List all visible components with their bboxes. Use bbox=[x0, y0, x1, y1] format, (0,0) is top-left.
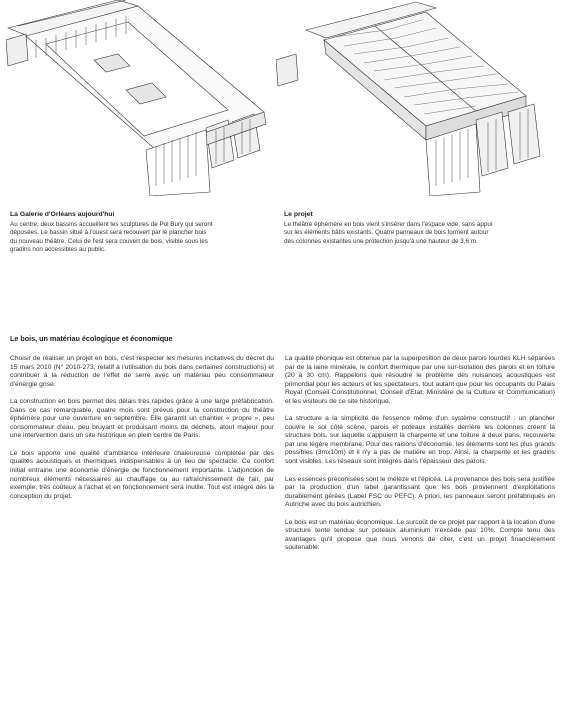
caption-line: Au centre, deux bassins accueillent les sculptures de Pol Bury qui seront bbox=[10, 220, 213, 228]
caption-line: gradins non accessibles au public. bbox=[10, 246, 106, 254]
caption-line: sur les éléments bâtis existants. Quatre panneaux de bois forment autour bbox=[284, 229, 489, 237]
axonometric-drawing-project bbox=[276, 0, 560, 196]
caption-line: des colonnes existantes une protection jusqu'à une hauteur de 3,6 m. bbox=[284, 237, 478, 245]
figure-galerie-today bbox=[6, 0, 274, 196]
paragraph: La structure a la simplicité de l'essence même d'un système constructif : un plancher couvre le sol côté scène, parois et poteaux installés derrière les colonnes créent la structure bois, sur laquelle s'appuient la charpente et une toiture à deux pans, recouverte par une légère membrane. Pour des raisons d'économie, les éléments sont les plus grands possibles (3mx10m) et il n'y a pas de matière en trop. Ainsi, la charpente et les gradins sont visibles. Les réseaux sont intégrés dans l'épaisseur des parois. bbox=[285, 415, 555, 466]
caption-line: Le théâtre éphémère en bois vient s'insérer dans l'espace vide, sans appui bbox=[284, 220, 493, 228]
text-column-right bbox=[285, 355, 555, 562]
paragraph: Le bois apporte une qualité d'ambiance intérieure chaleureuse complétée par des qualités acoustiques et thermiques indispensables à un lieu de spectacle. Ce confort initial entraine une économie d'énergie de fonctionnement importante. L'adjonction de nombreux éléments nécessaires au chauffage ou au rafraîchissement de l'air, par exemple, très coûteux à l'achat et en fonctionnement sera inutile. Tout est intégré dès la conception du projet. bbox=[10, 449, 274, 500]
axonometric-drawing-existing bbox=[6, 0, 274, 196]
caption-project bbox=[284, 211, 554, 246]
figure-project bbox=[276, 0, 560, 196]
caption-title: La Galerie d'Orléans aujourd'hui bbox=[10, 211, 115, 218]
paragraph: La qualité phonique est obtenue par la superposition de deux parois lourdes KLH séparées par de la laine minérale, le confort thermique par une sur-isolation des parois et en toiture (20 à 30 cm). Rappelons que résoudre le problème des nuisances acoustiques est primordial pour les acteurs et les spectateurs, tout autant que pour les occupants du Palais Royal (Conseil Constitutionnel, Conseil d'Etat, Ministère de la Culture et Communication) et les visiteurs de ce site historique. bbox=[285, 355, 555, 405]
caption-title: Le projet bbox=[284, 211, 313, 218]
section-title: Le bois, un matériau écologique et économique bbox=[10, 334, 173, 343]
paragraph: Choisir de réaliser un projet en bois, c'est respecter les mesures incitatives du décret du 15 mars 2010 (N° 2010-273, relatif à l'utilisation du bois dans certaines constructions) et contribuer à la réduction de l'effet de serre avec un matériau peu consommateur d'énergie grise. bbox=[10, 355, 274, 388]
paragraph: Les essences préconisées sont le mélèze et l'épicéa. La provenance des bois sera justifiée par la production d'un label garantissant que les bois proviennent d'exploitations durablement gérées (Label FSC ou PEFC). A priori, les panneaux seront préfabriqués en Autriche avec du bois autrichien. bbox=[285, 475, 555, 509]
paragraph: La construction en bois permet des délais très rapides grâce à une large préfabrication. Dans ce cas remarquable, quatre mois sont prévus pour la construction du théâtre éphémère pour une ouverture en septembre. Elle garantit un chantier « propre », peu consommateur d'eau, peu bruyant et produisant moins de déchets, atout majeur pour une intervention dans un site historique en plein centre de Paris. bbox=[10, 398, 274, 440]
paragraph: Le bois est un matériau économique. Le surcoût de ce projet par rapport à la location d'une structure tente tendue sur poteaux aluminium n'excède pas 10%. Compte tenu des avantages qu'il propose que nous venons de citer, c'est un projet financièrement soutenable. bbox=[285, 518, 555, 552]
caption-line: déposées. Le bassin situé à l'ouest sera recouvert par le plancher bois bbox=[10, 229, 207, 237]
text-column-left bbox=[10, 355, 274, 510]
caption-galerie-today bbox=[10, 211, 272, 255]
caption-line: du nouveau théâtre. Celui de l'est sera couvert de bois, visible sous les bbox=[10, 237, 208, 245]
